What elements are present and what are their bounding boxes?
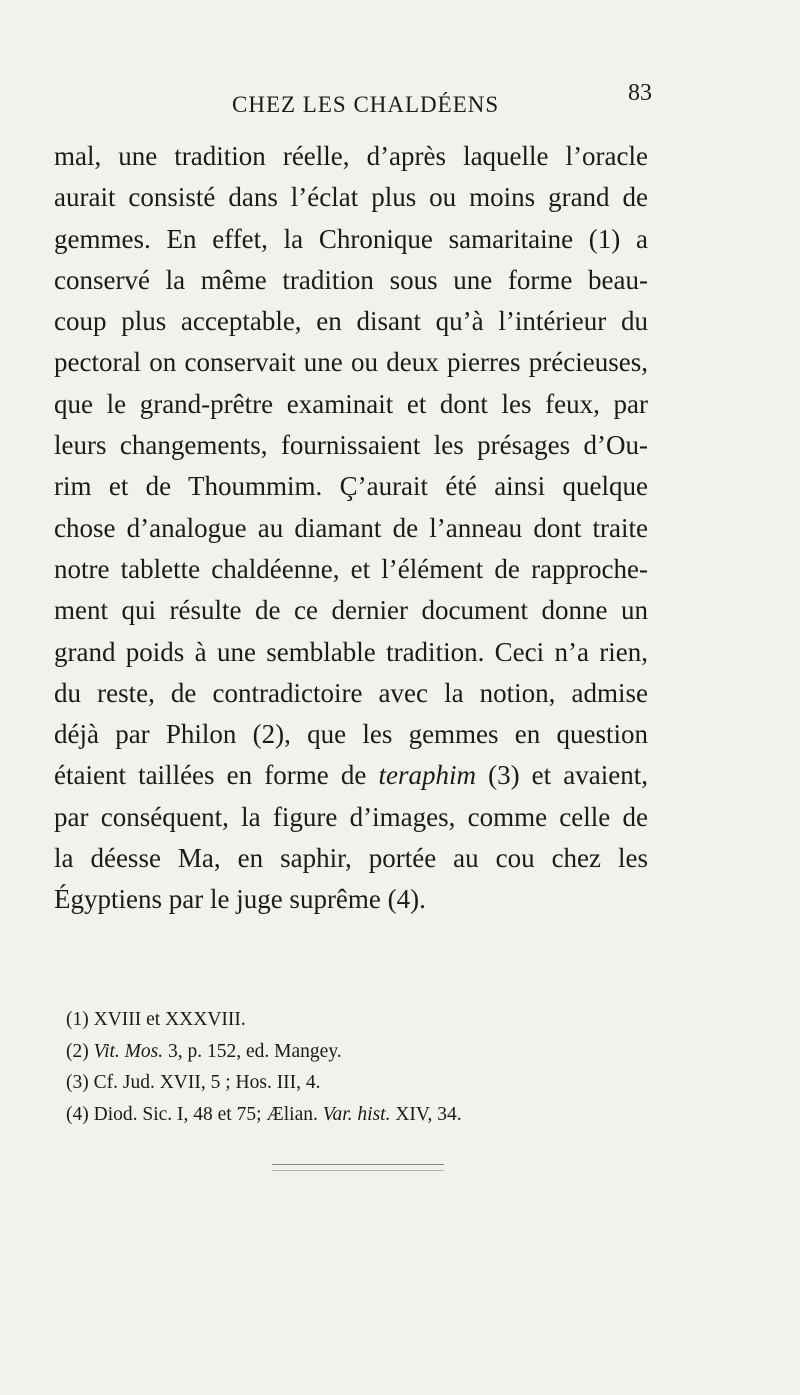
- text-line: coup plus acceptable, en disant qu’à l’intérieur du: [54, 306, 648, 337]
- text-line: par conséquent, la figure d’images, comme celle de: [54, 801, 648, 832]
- footnote-4: [66, 1099, 656, 1131]
- text-line: conservé la même tradition sous une forme beau-: [54, 264, 648, 295]
- text-line: du reste, de contradictoire avec la notion, admise: [54, 677, 648, 708]
- text-line: aurait consisté dans l’éclat plus ou moins grand de: [54, 182, 648, 213]
- line-text-after: (3) et avaient,: [475, 760, 648, 791]
- text-line: que le grand-prêtre examinait et dont les feux, par: [54, 388, 648, 419]
- text-line-last: Égyptiens par le juge suprême (4).: [54, 884, 426, 915]
- footnote-2: [66, 1036, 656, 1068]
- bottom-rule-lower: [272, 1170, 444, 1171]
- footnotes: [66, 1004, 656, 1130]
- running-title: CHEZ LES CHALDÉENS: [232, 92, 500, 117]
- line-text-before: étaient taillées en forme de: [54, 760, 379, 791]
- running-header: [0, 80, 800, 128]
- footnote-1: (1) XVIII et XXXVIII.: [66, 1009, 246, 1030]
- text-line: grand poids à une semblable tradition. Ceci n’a rien,: [54, 636, 648, 667]
- body-paragraph: [54, 136, 648, 921]
- text-line: pectoral on conservait une ou deux pierres précieuses,: [54, 347, 648, 378]
- text-line: leurs changements, fournissaient les présages d’Ou-: [54, 430, 648, 461]
- italic-teraphim: teraphim: [378, 760, 476, 791]
- text-line: la déesse Ma, en saphir, portée au cou chez les: [54, 843, 648, 874]
- text-line-teraphim: [54, 755, 648, 796]
- text-line: mal, une tradition réelle, d’après laquelle l’oracle: [54, 141, 648, 171]
- footnote-2-number: (2): [66, 1040, 94, 1062]
- bottom-rule: [272, 1164, 444, 1165]
- text-line: déjà par Philon (2), que les gemmes en question: [54, 719, 648, 750]
- footnote-2-rest: 3, p. 152, ed. Mangey.: [163, 1040, 342, 1062]
- footnote-4-title: Var. hist.: [322, 1103, 391, 1125]
- text-line: notre tablette chaldéenne, et l’élément de rapproche-: [54, 553, 648, 584]
- footnote-2-title: Vit. Mos.: [93, 1040, 164, 1062]
- text-line: chose d’analogue au diamant de l’anneau dont traite: [54, 512, 648, 543]
- page-number: 83: [628, 80, 652, 106]
- text-line: ment qui résulte de ce dernier document donne un: [54, 595, 648, 626]
- text-line: rim et de Thoummim. Ç’aurait été ainsi quelque: [54, 471, 648, 502]
- footnote-4-start: (4) Diod. Sic. I, 48 et 75; Ælian.: [66, 1103, 323, 1125]
- footnote-3: (3) Cf. Jud. XVII, 5 ; Hos. III, 4.: [66, 1072, 321, 1093]
- text-line: gemmes. En effet, la Chronique samaritaine (1) a: [54, 223, 648, 254]
- footnote-4-rest: XIV, 34.: [390, 1103, 462, 1125]
